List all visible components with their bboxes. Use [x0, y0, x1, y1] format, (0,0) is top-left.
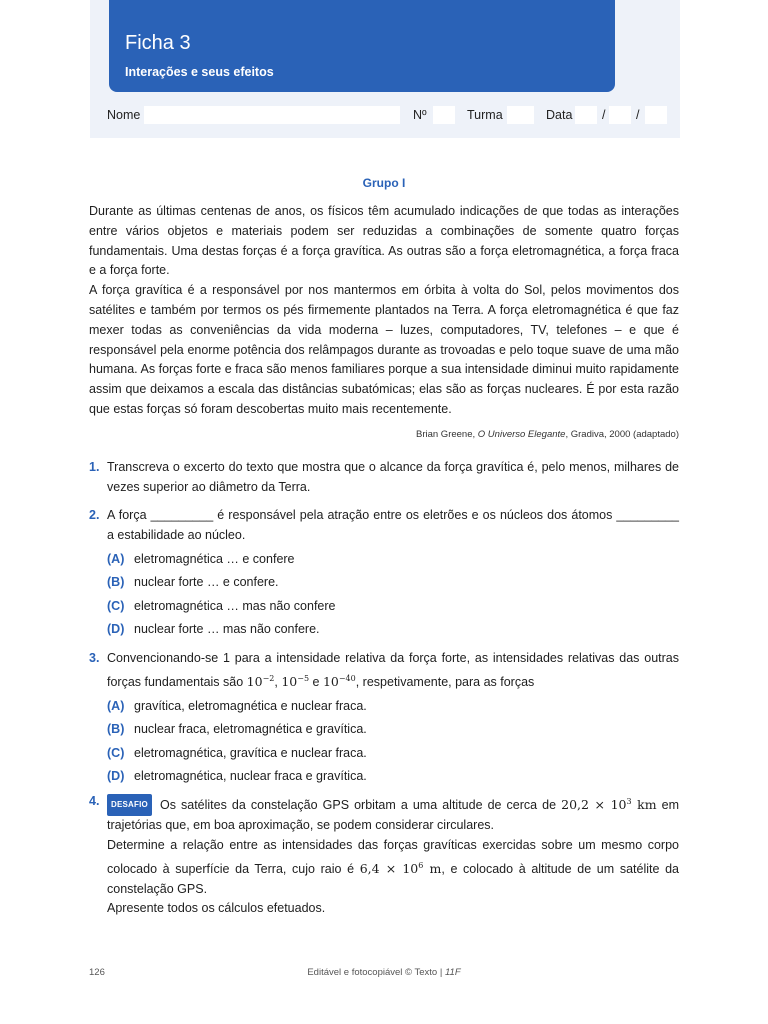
answer-option[interactable] — [107, 765, 679, 789]
question-2 — [89, 506, 679, 642]
name-label: Nome — [107, 108, 141, 122]
question-number: 3. — [89, 651, 100, 665]
date-separator: / — [636, 108, 640, 122]
question-text-part: Os satélites da constelação GPS orbitam a uma altitude de cerca de — [159, 798, 562, 813]
question-text — [107, 836, 679, 900]
question-number: 4. — [89, 794, 100, 808]
answer-option[interactable] — [107, 595, 679, 619]
question-text: Convencionando-se 1 para a intensidade relativa da força forte, as intensidades relativas das outras forças fundamentais são $10^{-2}$, $10^{-5}$ e $10^{-40}$, respetivamente, para as forças — [107, 651, 679, 689]
passage — [89, 202, 679, 420]
page-number: 126 — [89, 967, 105, 978]
answer-option[interactable] — [107, 742, 679, 766]
option-letter: (C) — [107, 745, 125, 760]
question-text-part: Determine a relação entre as intensidades das forças gravíticas exercidas sobre um mesmo corpo colocado à superfície da Terra, cujo raio é — [107, 837, 679, 876]
question-text: Apresente todos os cálculos efetuados. — [107, 901, 326, 916]
question-text-part: , respetivamente, para as forças — [355, 674, 535, 689]
option-text: eletromagnética, gravítica e nuclear fraca. — [134, 745, 367, 760]
option-letter: (A) — [107, 551, 125, 566]
class-field[interactable] — [507, 106, 534, 124]
passage-paragraph: A força gravítica é a responsável por nos mantermos em órbita à volta do Sol, pelos movimentos dos satélites e também por termos os pés firmemente plantados na Terra. A força eletromagnética é que faz mexer todas as conveniências da vida moderna – luzes, computadores, TV, telefones – e que é responsável pela enorme potência dos relâmpagos durante as trovoadas e pelo toque suave de uma mão humana. As forças forte e fraca são menos familiares porque a sua intensidade diminui muito rapidamente assim que deixamos a escala das distâncias subatómicas; elas são as forças nucleares. É por esta razão que estas forças só foram descobertas muito mais recentemente. — [89, 283, 679, 416]
option-text: nuclear fraca, eletromagnética e gravítica. — [134, 722, 367, 737]
question-text — [107, 792, 679, 836]
date-year-field[interactable] — [645, 106, 667, 124]
footer-credit-text: Editável e fotocopiável © Texto | — [307, 967, 445, 978]
question-text-part: Convencionando-se 1 para a intensidade relativa da força forte, as intensidades relativas das outras forças fundamentais são — [107, 651, 679, 689]
power-expression: $10^{-5}$ — [281, 673, 310, 689]
question-1 — [89, 458, 679, 498]
worksheet-title: Ficha 3 — [125, 32, 191, 54]
question-text-part: em trajetórias que, em boa aproximação, se podem considerar circulares. — [107, 798, 679, 832]
citation-title: O Universo Elegante — [477, 429, 566, 440]
answer-option[interactable] — [107, 571, 679, 595]
option-text: gravítica, eletromagnética e nuclear fraca. — [134, 698, 367, 713]
worksheet-subtitle: Interações e seus efeitos — [125, 65, 274, 79]
passage-paragraph: Durante as últimas centenas de anos, os físicos têm acumulado indicações de que todas as interações entre vários objetos e materiais podem ser reduzidas a combinações de somente quatro forças fundamentais. Uma destas forças é a força gravítica. As outras são a força eletromagnética, a força fraca e a força forte. — [89, 204, 679, 278]
option-letter: (B) — [107, 575, 125, 590]
footer-credit — [0, 967, 768, 978]
option-letter: (D) — [107, 622, 125, 637]
question-4 — [89, 792, 679, 919]
option-letter: (C) — [107, 598, 125, 613]
answer-option[interactable] — [107, 548, 679, 572]
option-text: eletromagnética … e confere — [134, 551, 295, 566]
number-label: Nº — [413, 108, 427, 122]
altitude-value: $20,2 \times 10^3$ km — [561, 797, 657, 813]
citation — [89, 429, 679, 440]
number-field[interactable] — [433, 106, 455, 124]
question-3 — [89, 649, 679, 789]
power-expression: $10^{-40}$ — [322, 673, 356, 689]
option-text: eletromagnética … mas não confere — [134, 598, 336, 613]
question-text: Transcreva o excerto do texto que mostra que o alcance da força gravítica é, pelo menos, milhares de vezes superior ao diâmetro da Terra. — [107, 460, 679, 494]
answer-option[interactable] — [107, 695, 679, 719]
answer-option[interactable] — [107, 618, 679, 642]
radius-value: $6,4 \times 10^6$ m — [359, 860, 442, 876]
challenge-badge: DESAFIO — [107, 794, 152, 816]
answer-option[interactable] — [107, 718, 679, 742]
group-title: Grupo I — [362, 176, 406, 190]
date-day-field[interactable] — [575, 106, 597, 124]
option-letter: (A) — [107, 698, 125, 713]
date-separator: / — [602, 108, 606, 122]
date-month-field[interactable] — [609, 106, 631, 124]
option-letter: (B) — [107, 722, 125, 737]
option-text: eletromagnética, nuclear fraca e gravítica. — [134, 769, 367, 784]
option-text: nuclear forte … mas não confere. — [134, 622, 320, 637]
option-text: nuclear forte … e confere. — [134, 575, 279, 590]
citation-source: , Gradiva, 2000 (adaptado) — [565, 429, 679, 440]
question-number: 1. — [89, 460, 100, 474]
name-field[interactable] — [144, 106, 400, 124]
class-label: Turma — [467, 108, 503, 122]
citation-author: Brian Greene, — [415, 429, 478, 440]
question-text: A força _________ é responsável pela atração entre os eletrões e os núcleos dos átomos _________ a estabilidade ao núcleo. — [107, 508, 679, 542]
title-banner — [109, 0, 615, 92]
power-expression: $10^{-2}$ — [246, 673, 275, 689]
option-letter: (D) — [107, 769, 125, 784]
footer-edition: 11F — [444, 967, 461, 978]
date-label: Data — [546, 108, 573, 122]
question-number: 2. — [89, 508, 100, 522]
question-text-part: , e colocado à altitude de um satélite da constelação GPS. — [107, 861, 679, 896]
